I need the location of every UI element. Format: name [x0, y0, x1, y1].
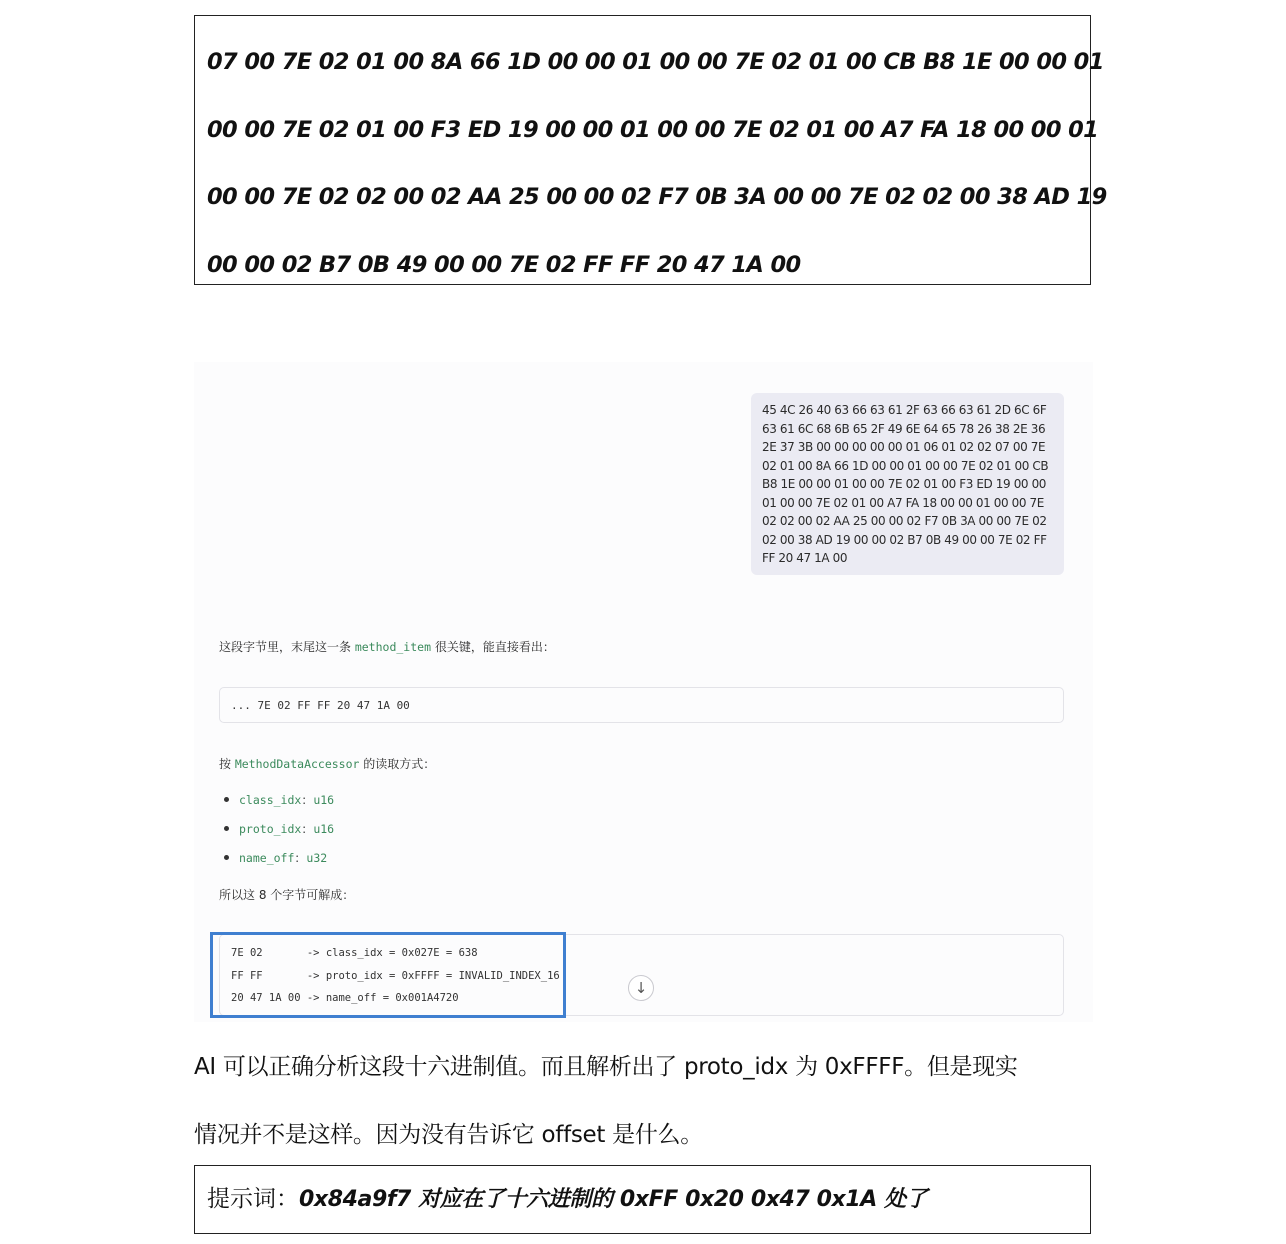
field-type: u32 — [306, 851, 328, 865]
bubble-line: 02 02 00 02 AA 25 00 00 02 F7 0B 3A 00 00 7E 02 — [762, 514, 1047, 528]
bubble-line: FF 20 47 1A 00 — [762, 551, 848, 565]
field-sep: ： — [301, 793, 314, 807]
decode-line: 20 47 1A 00 -> name_off = 0x001A4720 — [231, 992, 459, 1004]
accessor-post: 的读取方式： — [359, 757, 436, 771]
decode-line: FF FF -> proto_idx = 0xFFFF = INVALID_INDEX_16 — [231, 969, 560, 982]
field-name: name_off — [239, 851, 295, 865]
list-item — [220, 847, 334, 876]
bubble-line: B8 1E 00 00 01 00 00 7E 02 01 00 F3 ED 19 00 00 — [762, 477, 1047, 491]
hex-line: 00 00 7E 02 02 00 02 AA 25 00 00 02 F7 0B 3A 00 00 7E 02 02 00 38 AD 19 — [207, 184, 1107, 210]
paragraph-line: 情况并不是这样。因为没有告诉它 offset 是什么。 — [194, 1122, 703, 1148]
accessor-pre: 按 — [219, 757, 235, 771]
code-block-tail: ... 7E 02 FF FF 20 47 1A 00 — [219, 687, 1064, 723]
reply-intro-post: 很关键，能直接看出： — [431, 640, 555, 654]
scroll-down-button[interactable] — [628, 975, 654, 1001]
bubble-line: 02 01 00 8A 66 1D 00 00 01 00 00 7E 02 01 00 CB — [762, 458, 1049, 473]
reply-intro-pre: 这段字节里，末尾这一条 — [219, 640, 355, 654]
bubble-line: 45 4C 26 40 63 66 63 61 2F 63 66 63 61 2D 6C 6F — [762, 403, 1047, 417]
bubble-line: 63 61 6C 68 6B 65 2F 49 6E 64 65 78 26 38 2E 36 — [762, 421, 1046, 436]
paragraph-line: AI 可以正确分析这段十六进制值。而且解析出了 proto_idx 为 0xFFFF。但是现实 — [194, 1054, 1018, 1080]
field-name: class_idx — [239, 793, 302, 807]
field-list — [220, 789, 334, 876]
arrow-down-icon: ↓ — [634, 979, 648, 997]
field-sep: ： — [294, 851, 307, 865]
chat-screenshot — [194, 362, 1093, 1022]
list-item — [220, 789, 334, 818]
prompt-hint-box — [194, 1165, 1091, 1234]
hint-text: 0x84a9f7 对应在了十六进制的 0xFF 0x20 0x47 0x1A 处了 — [299, 1187, 928, 1212]
field-type: u16 — [313, 822, 335, 836]
field-type: u16 — [313, 793, 335, 807]
hex-line: 00 00 02 B7 0B 49 00 00 7E 02 FF FF 20 47 1A 00 — [207, 251, 801, 278]
reply-intro-code: method_item — [354, 640, 431, 654]
field-name: proto_idx — [239, 822, 302, 836]
bubble-line: 02 00 38 AD 19 00 00 02 B7 0B 49 00 00 7E 02 FF — [762, 532, 1047, 547]
bullet-dot — [224, 826, 229, 831]
reply-intro — [219, 638, 555, 655]
bubble-line: 01 00 00 7E 02 01 00 A7 FA 18 00 00 01 00 00 7E — [762, 495, 1044, 510]
field-sep: ： — [301, 822, 314, 836]
bullet-dot — [224, 797, 229, 802]
decode-intro: 所以这 8 个字节可解成： — [219, 888, 355, 902]
bubble-line: 2E 37 3B 00 00 00 00 00 01 06 01 02 02 07 00 7E — [762, 440, 1046, 454]
highlight-frame — [210, 932, 566, 1018]
user-message-bubble — [751, 393, 1064, 575]
decode-line: 7E 02 -> class_idx = 0x027E = 638 — [231, 947, 478, 959]
bullet-dot — [224, 855, 229, 860]
hex-dump-box — [194, 15, 1107, 285]
accessor-line — [219, 755, 435, 772]
accessor-code: MethodDataAccessor — [234, 757, 360, 771]
hex-line: 07 00 7E 02 01 00 8A 66 1D 00 00 01 00 00 7E 02 01 00 CB B8 1E 00 00 01 — [207, 49, 1104, 75]
hex-line: 00 00 7E 02 01 00 F3 ED 19 00 00 01 00 00 7E 02 01 00 A7 FA 18 00 00 01 — [207, 116, 1099, 143]
hint-label: 提示词： — [207, 1186, 299, 1212]
list-item — [220, 818, 334, 847]
